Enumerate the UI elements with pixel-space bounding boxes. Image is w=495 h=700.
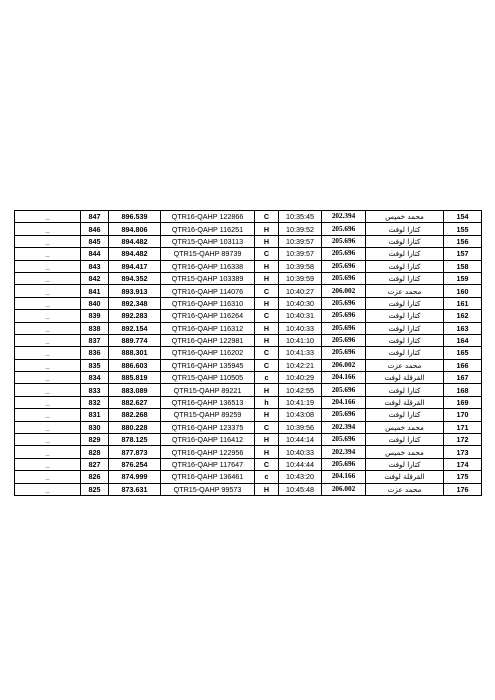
row-name-cell: القرقلة لوفت: [366, 471, 444, 483]
row-rank-cell: 174: [444, 458, 482, 470]
row-number-cell: 827: [81, 458, 109, 470]
row-number-cell: 844: [81, 248, 109, 260]
row-time-cell: 10:39:59: [279, 272, 322, 284]
row-number-cell: 840: [81, 297, 109, 309]
row-rank-cell: 163: [444, 322, 482, 334]
row-rank-cell: 158: [444, 260, 482, 272]
table-row: [15, 260, 482, 272]
row-points-cell: 202.394: [322, 421, 366, 433]
row-cumulative-cell: 883.089: [109, 384, 161, 396]
row-rank-cell: 176: [444, 483, 482, 495]
row-code-cell: QTR16-QAHP 122866: [161, 211, 255, 223]
row-code-cell: QTR16-QAHP 116310: [161, 297, 255, 309]
row-time-cell: 10:41:10: [279, 334, 322, 346]
row-name-cell: كتارا لوفت: [366, 322, 444, 334]
row-name-cell: محمد خميس: [366, 446, 444, 458]
row-code-cell: QTR16-QAHP 136513: [161, 396, 255, 408]
row-type-cell: C: [255, 285, 279, 297]
row-type-cell: H: [255, 223, 279, 235]
row-type-cell: H: [255, 272, 279, 284]
row-rank-cell: 155: [444, 223, 482, 235]
row-time-cell: 10:40:29: [279, 372, 322, 384]
row-time-cell: 10:40:27: [279, 285, 322, 297]
row-type-cell: H: [255, 297, 279, 309]
row-dash-cell: _: [15, 322, 81, 334]
row-name-cell: القرقلة لوفت: [366, 372, 444, 384]
row-rank-cell: 167: [444, 372, 482, 384]
row-type-cell: H: [255, 322, 279, 334]
row-code-cell: QTR15-QAHP 99573: [161, 483, 255, 495]
row-name-cell: كتارا لوفت: [366, 310, 444, 322]
row-points-cell: 205.696: [322, 384, 366, 396]
row-name-cell: كتارا لوفت: [366, 334, 444, 346]
row-cumulative-cell: 892.283: [109, 310, 161, 322]
row-rank-cell: 164: [444, 334, 482, 346]
row-cumulative-cell: 880.228: [109, 421, 161, 433]
row-number-cell: 829: [81, 434, 109, 446]
row-time-cell: 10:39:57: [279, 235, 322, 247]
table-row: [15, 248, 482, 260]
table-row: [15, 434, 482, 446]
row-cumulative-cell: 873.631: [109, 483, 161, 495]
row-name-cell: كتارا لوفت: [366, 260, 444, 272]
row-rank-cell: 161: [444, 297, 482, 309]
row-code-cell: QTR16-QAHP 116251: [161, 223, 255, 235]
row-name-cell: محمد عزت: [366, 483, 444, 495]
row-time-cell: 10:43:20: [279, 471, 322, 483]
row-name-cell: كتارا لوفت: [366, 347, 444, 359]
row-number-cell: 843: [81, 260, 109, 272]
table-row: [15, 359, 482, 371]
row-time-cell: 10:40:33: [279, 322, 322, 334]
table-row: [15, 310, 482, 322]
row-cumulative-cell: 874.999: [109, 471, 161, 483]
row-time-cell: 10:39:57: [279, 248, 322, 260]
row-points-cell: 205.696: [322, 347, 366, 359]
row-name-cell: كتارا لوفت: [366, 458, 444, 470]
row-time-cell: 10:41:33: [279, 347, 322, 359]
row-cumulative-cell: 892.154: [109, 322, 161, 334]
row-name-cell: كتارا لوفت: [366, 434, 444, 446]
row-dash-cell: _: [15, 396, 81, 408]
row-points-cell: 205.696: [322, 248, 366, 260]
row-name-cell: كتارا لوفت: [366, 409, 444, 421]
row-type-cell: H: [255, 334, 279, 346]
row-cumulative-cell: 878.125: [109, 434, 161, 446]
row-points-cell: 204.166: [322, 471, 366, 483]
row-points-cell: 206.002: [322, 359, 366, 371]
row-dash-cell: _: [15, 471, 81, 483]
row-points-cell: 204.166: [322, 396, 366, 408]
row-code-cell: QTR16-QAHP 122981: [161, 334, 255, 346]
table-row: [15, 446, 482, 458]
row-rank-cell: 169: [444, 396, 482, 408]
row-points-cell: 204.166: [322, 372, 366, 384]
row-dash-cell: _: [15, 409, 81, 421]
row-cumulative-cell: 896.539: [109, 211, 161, 223]
row-dash-cell: _: [15, 272, 81, 284]
row-cumulative-cell: 886.603: [109, 359, 161, 371]
row-code-cell: QTR16-QAHP 123375: [161, 421, 255, 433]
row-dash-cell: _: [15, 372, 81, 384]
row-type-cell: C: [255, 359, 279, 371]
row-dash-cell: _: [15, 310, 81, 322]
row-number-cell: 830: [81, 421, 109, 433]
row-number-cell: 842: [81, 272, 109, 284]
row-rank-cell: 165: [444, 347, 482, 359]
row-rank-cell: 156: [444, 235, 482, 247]
row-time-cell: 10:39:56: [279, 421, 322, 433]
row-code-cell: QTR15-QAHP 89259: [161, 409, 255, 421]
row-dash-cell: _: [15, 384, 81, 396]
row-number-cell: 839: [81, 310, 109, 322]
row-rank-cell: 172: [444, 434, 482, 446]
row-type-cell: H: [255, 260, 279, 272]
table-row: [15, 483, 482, 495]
row-dash-cell: _: [15, 297, 81, 309]
row-rank-cell: 154: [444, 211, 482, 223]
row-code-cell: QTR15-QAHP 103389: [161, 272, 255, 284]
row-time-cell: 10:40:33: [279, 446, 322, 458]
row-number-cell: 838: [81, 322, 109, 334]
row-number-cell: 841: [81, 285, 109, 297]
row-type-cell: H: [255, 384, 279, 396]
row-number-cell: 834: [81, 372, 109, 384]
row-time-cell: 10:39:52: [279, 223, 322, 235]
row-rank-cell: 175: [444, 471, 482, 483]
row-time-cell: 10:41:19: [279, 396, 322, 408]
row-cumulative-cell: 892.348: [109, 297, 161, 309]
row-code-cell: QTR16-QAHP 117647: [161, 458, 255, 470]
row-time-cell: 10:45:48: [279, 483, 322, 495]
row-number-cell: 835: [81, 359, 109, 371]
row-points-cell: 205.696: [322, 223, 366, 235]
row-cumulative-cell: 893.913: [109, 285, 161, 297]
row-type-cell: C: [255, 458, 279, 470]
results-table-body: [15, 211, 482, 496]
row-time-cell: 10:42:55: [279, 384, 322, 396]
row-rank-cell: 173: [444, 446, 482, 458]
table-row: [15, 297, 482, 309]
row-points-cell: 205.696: [322, 458, 366, 470]
row-time-cell: 10:40:31: [279, 310, 322, 322]
row-rank-cell: 159: [444, 272, 482, 284]
row-rank-cell: 157: [444, 248, 482, 260]
row-name-cell: كتارا لوفت: [366, 384, 444, 396]
row-number-cell: 828: [81, 446, 109, 458]
row-code-cell: QTR16-QAHP 116264: [161, 310, 255, 322]
row-type-cell: H: [255, 434, 279, 446]
row-type-cell: C: [255, 347, 279, 359]
row-points-cell: 202.394: [322, 446, 366, 458]
row-type-cell: H: [255, 409, 279, 421]
row-cumulative-cell: 894.352: [109, 272, 161, 284]
row-number-cell: 826: [81, 471, 109, 483]
row-points-cell: 205.696: [322, 272, 366, 284]
table-row: [15, 458, 482, 470]
row-name-cell: كتارا لوفت: [366, 235, 444, 247]
row-dash-cell: _: [15, 211, 81, 223]
row-number-cell: 836: [81, 347, 109, 359]
row-time-cell: 10:39:58: [279, 260, 322, 272]
row-name-cell: كتارا لوفت: [366, 297, 444, 309]
row-cumulative-cell: 877.873: [109, 446, 161, 458]
row-code-cell: QTR15-QAHP 103113: [161, 235, 255, 247]
row-points-cell: 202.394: [322, 211, 366, 223]
row-time-cell: 10:40:30: [279, 297, 322, 309]
row-cumulative-cell: 889.774: [109, 334, 161, 346]
row-cumulative-cell: 894.417: [109, 260, 161, 272]
table-row: [15, 334, 482, 346]
row-type-cell: C: [255, 310, 279, 322]
row-dash-cell: _: [15, 359, 81, 371]
row-code-cell: QTR16-QAHP 116338: [161, 260, 255, 272]
table-row: [15, 272, 482, 284]
row-dash-cell: _: [15, 347, 81, 359]
row-cumulative-cell: 885.819: [109, 372, 161, 384]
table-row: [15, 285, 482, 297]
row-rank-cell: 166: [444, 359, 482, 371]
row-cumulative-cell: 882.268: [109, 409, 161, 421]
row-points-cell: 205.696: [322, 434, 366, 446]
row-number-cell: 837: [81, 334, 109, 346]
row-name-cell: محمد عزت: [366, 285, 444, 297]
row-rank-cell: 170: [444, 409, 482, 421]
row-time-cell: 10:44:14: [279, 434, 322, 446]
results-table: [14, 210, 482, 496]
row-name-cell: كتارا لوفت: [366, 272, 444, 284]
row-points-cell: 205.696: [322, 334, 366, 346]
row-dash-cell: _: [15, 446, 81, 458]
row-cumulative-cell: 882.627: [109, 396, 161, 408]
row-type-cell: H: [255, 483, 279, 495]
table-row: [15, 471, 482, 483]
row-rank-cell: 171: [444, 421, 482, 433]
row-name-cell: محمد خميس: [366, 211, 444, 223]
row-points-cell: 205.696: [322, 322, 366, 334]
table-row: [15, 396, 482, 408]
row-type-cell: H: [255, 446, 279, 458]
row-code-cell: QTR16-QAHP 116202: [161, 347, 255, 359]
row-number-cell: 847: [81, 211, 109, 223]
row-dash-cell: _: [15, 483, 81, 495]
row-points-cell: 205.696: [322, 297, 366, 309]
table-row: [15, 235, 482, 247]
table-row: [15, 372, 482, 384]
row-cumulative-cell: 894.482: [109, 248, 161, 260]
row-name-cell: كتارا لوفت: [366, 223, 444, 235]
row-type-cell: C: [255, 421, 279, 433]
row-dash-cell: _: [15, 223, 81, 235]
row-time-cell: 10:44:44: [279, 458, 322, 470]
row-code-cell: QTR16-QAHP 116412: [161, 434, 255, 446]
row-cumulative-cell: 894.482: [109, 235, 161, 247]
row-number-cell: 833: [81, 384, 109, 396]
table-row: [15, 211, 482, 223]
table-row: [15, 421, 482, 433]
row-number-cell: 832: [81, 396, 109, 408]
row-points-cell: 205.696: [322, 260, 366, 272]
row-dash-cell: _: [15, 421, 81, 433]
row-points-cell: 206.002: [322, 483, 366, 495]
row-points-cell: 206.002: [322, 285, 366, 297]
row-dash-cell: _: [15, 248, 81, 260]
row-rank-cell: 160: [444, 285, 482, 297]
row-code-cell: QTR16-QAHP 135945: [161, 359, 255, 371]
row-type-cell: C: [255, 211, 279, 223]
row-cumulative-cell: 888.301: [109, 347, 161, 359]
row-type-cell: C: [255, 248, 279, 260]
row-code-cell: QTR16-QAHP 114076: [161, 285, 255, 297]
row-points-cell: 205.696: [322, 235, 366, 247]
row-time-cell: 10:43:08: [279, 409, 322, 421]
table-row: [15, 409, 482, 421]
row-name-cell: محمد خميس: [366, 421, 444, 433]
row-number-cell: 845: [81, 235, 109, 247]
row-time-cell: 10:35:45: [279, 211, 322, 223]
row-points-cell: 205.696: [322, 310, 366, 322]
row-type-cell: c: [255, 372, 279, 384]
row-cumulative-cell: 876.254: [109, 458, 161, 470]
row-type-cell: H: [255, 235, 279, 247]
row-number-cell: 831: [81, 409, 109, 421]
row-code-cell: QTR16-QAHP 136461: [161, 471, 255, 483]
row-dash-cell: _: [15, 434, 81, 446]
row-dash-cell: _: [15, 334, 81, 346]
table-row: [15, 347, 482, 359]
table-row: [15, 384, 482, 396]
row-code-cell: QTR16-QAHP 122956: [161, 446, 255, 458]
row-rank-cell: 162: [444, 310, 482, 322]
row-code-cell: QTR16-QAHP 116312: [161, 322, 255, 334]
row-code-cell: QTR15-QAHP 89739: [161, 248, 255, 260]
row-type-cell: c: [255, 471, 279, 483]
row-code-cell: QTR15-QAHP 89221: [161, 384, 255, 396]
table-row: [15, 322, 482, 334]
row-dash-cell: _: [15, 260, 81, 272]
row-rank-cell: 168: [444, 384, 482, 396]
table-row: [15, 223, 482, 235]
row-name-cell: كتارا لوفت: [366, 248, 444, 260]
row-cumulative-cell: 894.806: [109, 223, 161, 235]
row-points-cell: 205.696: [322, 409, 366, 421]
row-time-cell: 10:42:21: [279, 359, 322, 371]
row-dash-cell: _: [15, 458, 81, 470]
row-code-cell: QTR15-QAHP 110505: [161, 372, 255, 384]
row-dash-cell: _: [15, 235, 81, 247]
row-type-cell: h: [255, 396, 279, 408]
row-dash-cell: _: [15, 285, 81, 297]
row-name-cell: محمد عزت: [366, 359, 444, 371]
row-number-cell: 825: [81, 483, 109, 495]
row-number-cell: 846: [81, 223, 109, 235]
row-name-cell: القرقلة لوفت: [366, 396, 444, 408]
